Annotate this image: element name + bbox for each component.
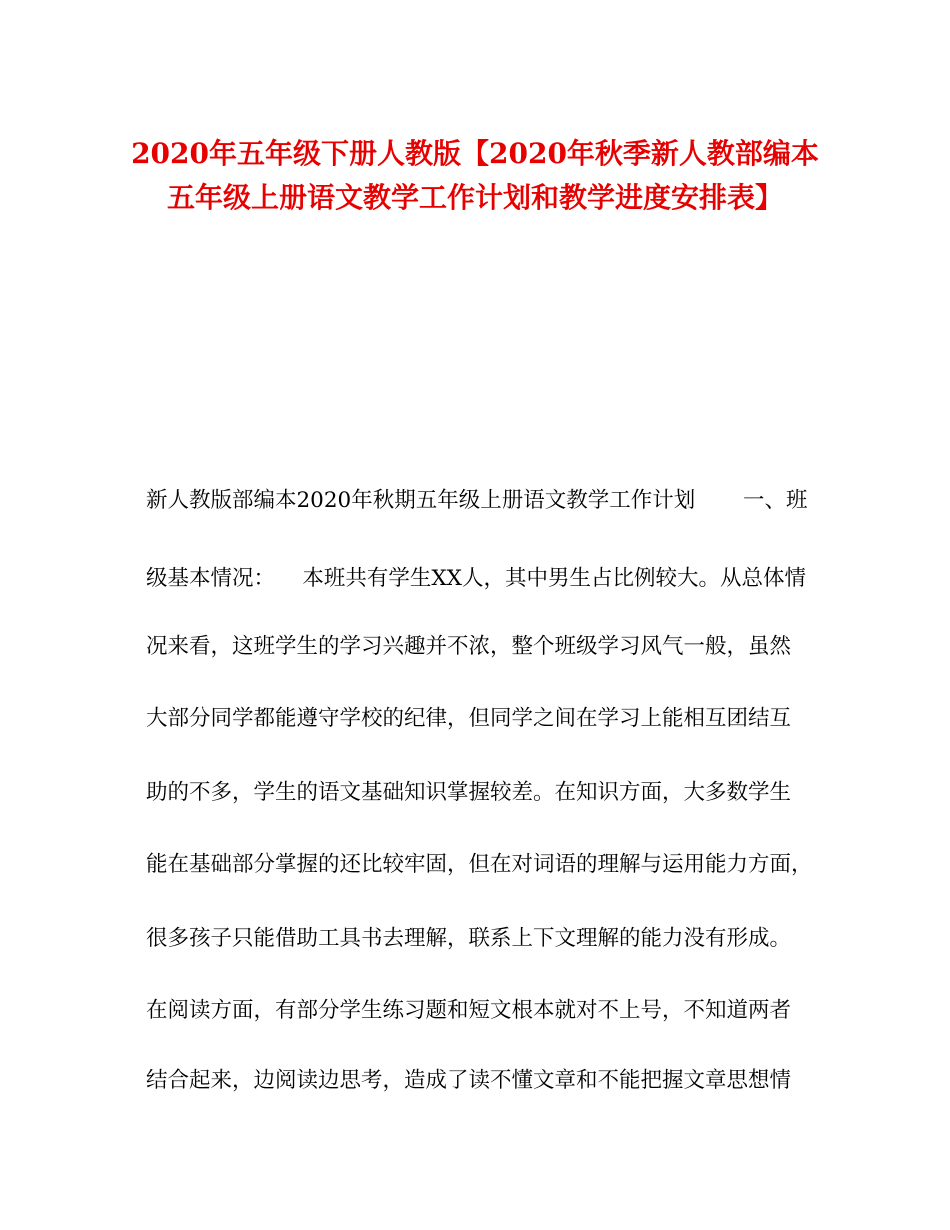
body-text-line-9: 结合起来，边阅读边思考，造成了读不懂文章和不能把握文章思想情 — [146, 1068, 792, 1093]
body-text-line-2: 级基本情况： 本班共有学生XX人，其中男生占比例较大。从总体情 — [146, 566, 806, 591]
body-text-line-4: 大部分同学都能遵守学校的纪律，但同学之间在学习上能相互团结互 — [146, 706, 792, 731]
document-title-line-1: 2020年五年级下册人教版【2020年秋季新人教部编本 — [131, 137, 819, 170]
document-title-line-2: 五年级上册语文教学工作计划和教学进度安排表】 — [166, 181, 783, 214]
body-text-line-8: 在阅读方面，有部分学生练习题和短文根本就对不上号，不知道两者 — [146, 998, 792, 1023]
body-text-line-5: 助的不多，学生的语文基础知识掌握较差。在知识方面，大多数学生 — [146, 780, 792, 805]
body-text-line-7: 很多孩子只能借助工具书去理解，联系上下文理解的能力没有形成。 — [146, 926, 792, 951]
body-text-line-3: 况来看，这班学生的学习兴趣并不浓，整个班级学习风气一般，虽然 — [146, 634, 792, 659]
body-text-line-1: 新人教版部编本2020年秋期五年级上册语文教学工作计划 一、班 — [146, 488, 808, 513]
body-text-line-6: 能在基础部分掌握的还比较牢固，但在对词语的理解与运用能力方面， — [146, 852, 813, 877]
